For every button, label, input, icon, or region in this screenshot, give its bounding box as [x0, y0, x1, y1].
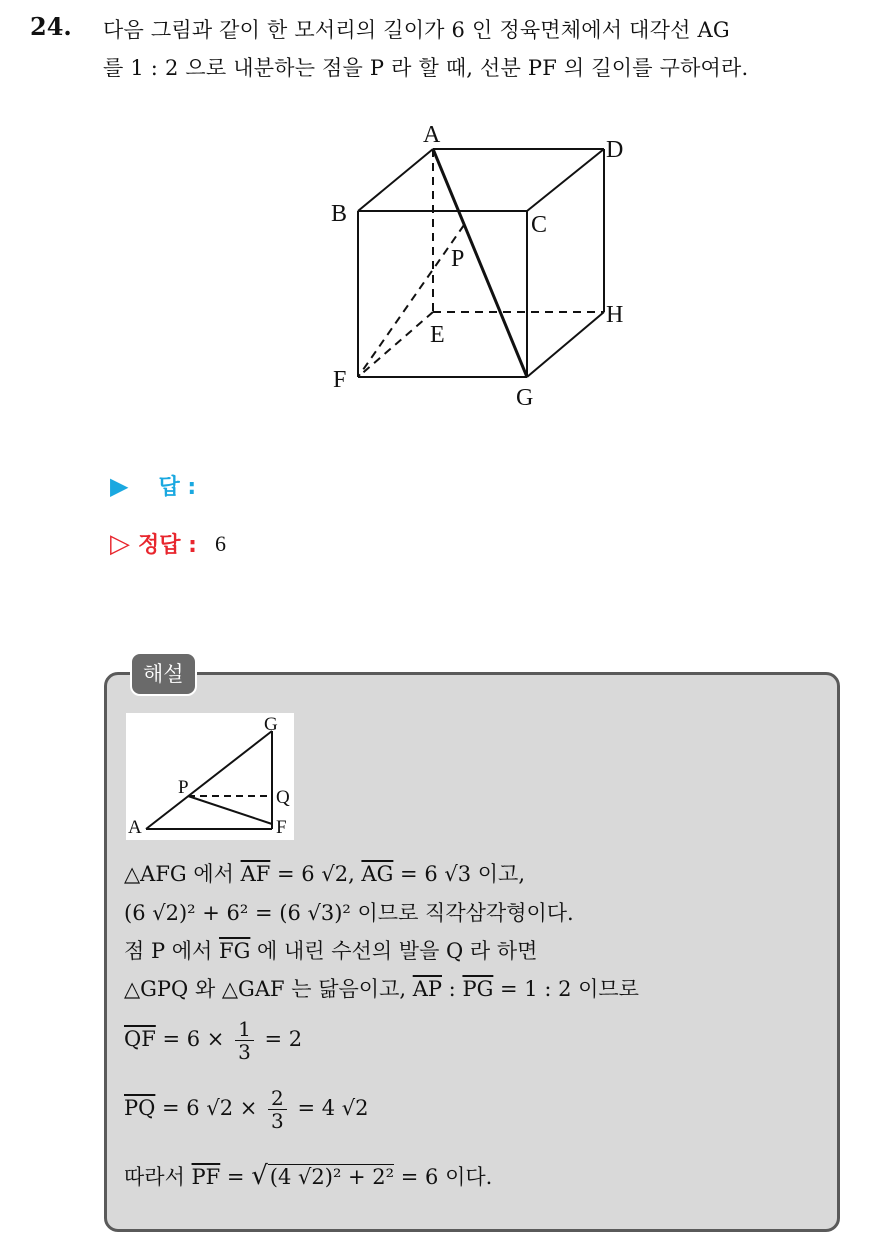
answer-marker-icon: ▶ [110, 471, 129, 500]
label-A: A [423, 122, 441, 148]
edge-HG [527, 312, 604, 377]
tri-label-G: G [264, 714, 278, 735]
side-AG [146, 731, 272, 829]
solution-line-1: △AFG 에서 $\overline{AF} = 6$ √2, $\overline{AG} = 6$ √3 이고, [124, 862, 526, 886]
label-D: D [606, 137, 624, 163]
correct-answer-value: 6 [214, 530, 226, 556]
edge-DC [527, 149, 604, 211]
solution-line-6: $\overline{PQ} = 6$ √2 × $\frac{2}{3}$ = 4 √2 [124, 1086, 369, 1133]
answer-label: 답 : [158, 475, 197, 500]
solution-tag: 해설 [130, 652, 197, 696]
question-text-line-1: 다음 그림과 같이 한 모서리의 길이가 6 인 정육면체에서 대각선 AG [103, 18, 730, 42]
solution-line-2: (6 √2)² + 6² = (6 √3)² 이므로 직각삼각형이다. [124, 901, 574, 925]
diagonal-AG [433, 149, 527, 377]
label-B: B [331, 201, 348, 227]
cube-figure [0, 0, 884, 430]
tri-label-Q: Q [276, 787, 290, 808]
label-H: H [606, 302, 624, 328]
correct-answer-label: 정답 : [138, 533, 197, 558]
triangle-figure [126, 713, 294, 840]
tri-label-A: A [128, 817, 142, 838]
label-P: P [451, 246, 465, 272]
fraction-one-third: $\frac{1}{3}$ [235, 1018, 254, 1063]
edge-AB [358, 149, 433, 211]
tri-label-P: P [178, 777, 189, 798]
solution-line-4: △GPQ 와 △GAF 는 닮음이고, $\overline{AP}$ : $\overline{PG} = 1$ : 2 이므로 [124, 977, 639, 1001]
correct-answer-row [110, 528, 226, 559]
sqrt-sign-icon: √ [251, 1161, 268, 1191]
tri-label-F: F [276, 817, 287, 838]
label-E: E [430, 322, 445, 348]
segment-PF [188, 796, 272, 824]
correct-answer-marker-icon: ▷ [110, 528, 130, 559]
segment-PF [358, 225, 464, 377]
question-text-line-2: 를 1 : 2 으로 내분하는 점을 P 라 할 때, 선분 PF 의 길이를 구하여라. [103, 56, 749, 80]
solution-line-3: 점 P 에서 $\overline{FG}$ 에 내린 수선의 발을 Q 라 하면 [124, 939, 538, 963]
fraction-two-thirds: $\frac{2}{3}$ [268, 1087, 287, 1132]
label-F: F [333, 367, 347, 393]
question-number: 24. [30, 12, 72, 41]
solution-line-7: 따라서 $\overline{PF} = √(4$ √2)² + 2² = 6 이다. [124, 1161, 493, 1191]
solution-line-5: $\overline{QF} = 6$ × $\frac{1}{3}$ = 2 [124, 1017, 303, 1064]
answer-row [110, 470, 214, 501]
label-C: C [531, 212, 548, 238]
label-G: G [516, 385, 534, 411]
